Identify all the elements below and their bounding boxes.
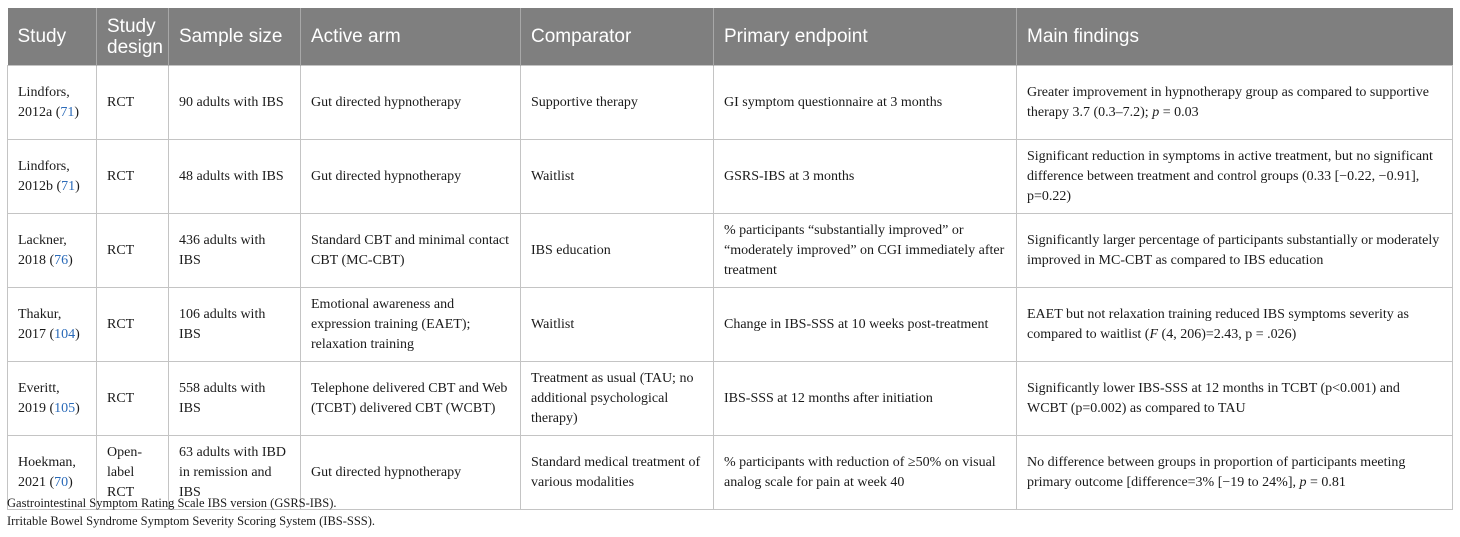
active-arm-cell: Standard CBT and minimal contact CBT (MC-CBT) [301,214,521,288]
study-name: Thakur, 2017 [18,306,62,342]
study-name: Hoekman, 2021 [18,454,76,490]
findings-cell: Significantly larger percentage of participants substantially or moderately improved in MC-CBT as compared to IBS education [1017,214,1453,288]
design-cell: RCT [97,214,169,288]
comparator-cell: Treatment as usual (TAU; no additional psychological therapy) [521,362,714,436]
header-primary-endpoint: Primary endpoint [714,8,1017,66]
table-row [8,362,1453,436]
endpoint-cell: % participants with reduction of ≥50% on visual analog scale for pain at week 40 [714,436,1017,510]
endpoint-cell: GI symptom questionnaire at 3 months [714,66,1017,140]
sample-cell: 90 adults with IBS [169,66,301,140]
reference-link[interactable]: 71 [61,178,76,194]
sample-cell: 48 adults with IBS [169,140,301,214]
active-arm-cell: Gut directed hypnotherapy [301,66,521,140]
study-cell: Lackner, 2018 (76) [8,214,97,288]
findings-cell: Significantly lower IBS-SSS at 12 months in TCBT (p<0.001) and WCBT (p=0.002) as compared to TAU [1017,362,1453,436]
study-name: Lindfors, 2012a [18,84,70,120]
comparator-cell: Waitlist [521,288,714,362]
table-footnotes [7,494,375,530]
findings-cell: EAET but not relaxation training reduced IBS symptoms severity as compared to waitlist (F (4, 206)=2.43, p = .026) [1017,288,1453,362]
table-row [8,140,1453,214]
sample-cell: 106 adults with IBS [169,288,301,362]
header-main-findings: Main findings [1017,8,1453,66]
study-cell: Hoekman, 2021 (70) [8,436,97,510]
reference-link[interactable]: 70 [54,474,69,490]
endpoint-cell: IBS-SSS at 12 months after initiation [714,362,1017,436]
study-name: Lindfors, 2012b [18,158,70,194]
table-row [8,214,1453,288]
active-arm-cell: Gut directed hypnotherapy [301,436,521,510]
active-arm-cell: Telephone delivered CBT and Web (TCBT) delivered CBT (WCBT) [301,362,521,436]
study-name: Everitt, 2019 [18,380,60,416]
comparator-cell: Supportive therapy [521,66,714,140]
study-cell: Lindfors, 2012a (71) [8,66,97,140]
footnote-ibs-sss: Irritable Bowel Syndrome Symptom Severity Scoring System (IBS-SSS). [7,514,376,528]
design-cell: Open-label RCT [97,436,169,510]
study-table [7,8,1453,510]
study-cell: Everitt, 2019 (105) [8,362,97,436]
header-active-arm: Active arm [301,8,521,66]
table-row [8,66,1453,140]
design-cell: RCT [97,288,169,362]
findings-cell: Significant reduction in symptoms in active treatment, but no significant difference between treatment and control groups (0.33 [−0.22, −0.91], p=0.22) [1017,140,1453,214]
sample-cell: 436 adults with IBS [169,214,301,288]
design-cell: RCT [97,66,169,140]
footnote-gsrs: Gastrointestinal Symptom Rating Scale IBS version (GSRS-IBS). [7,496,337,510]
header-study: Study [8,8,97,66]
sample-cell: 63 adults with IBD in remission and IBS [169,436,301,510]
active-arm-cell: Emotional awareness and expression training (EAET); relaxation training [301,288,521,362]
study-name: Lackner, 2018 [18,232,67,268]
reference-link[interactable]: 76 [54,252,69,268]
design-cell: RCT [97,140,169,214]
endpoint-cell: % participants “substantially improved” or “moderately improved” on CGI immediately after treatment [714,214,1017,288]
design-cell: RCT [97,362,169,436]
study-cell: Thakur, 2017 (104) [8,288,97,362]
findings-cell: No difference between groups in proportion of participants meeting primary outcome [difference=3% [−19 to 24%], p = 0.81 [1017,436,1453,510]
header-comparator: Comparator [521,8,714,66]
header-row [8,8,1453,66]
comparator-cell: IBS education [521,214,714,288]
reference-link[interactable]: 71 [60,104,75,120]
comparator-cell: Waitlist [521,140,714,214]
reference-link[interactable]: 105 [54,400,76,416]
endpoint-cell: Change in IBS-SSS at 10 weeks post-treatment [714,288,1017,362]
header-study-design: Study design [97,8,169,66]
header-sample-size: Sample size [169,8,301,66]
active-arm-cell: Gut directed hypnotherapy [301,140,521,214]
study-cell: Lindfors, 2012b (71) [8,140,97,214]
sample-cell: 558 adults with IBS [169,362,301,436]
findings-cell: Greater improvement in hypnotherapy group as compared to supportive therapy 3.7 (0.3–7.2); p = 0.03 [1017,66,1453,140]
comparator-cell: Standard medical treatment of various modalities [521,436,714,510]
table-row [8,288,1453,362]
reference-link[interactable]: 104 [54,326,76,342]
endpoint-cell: GSRS-IBS at 3 months [714,140,1017,214]
